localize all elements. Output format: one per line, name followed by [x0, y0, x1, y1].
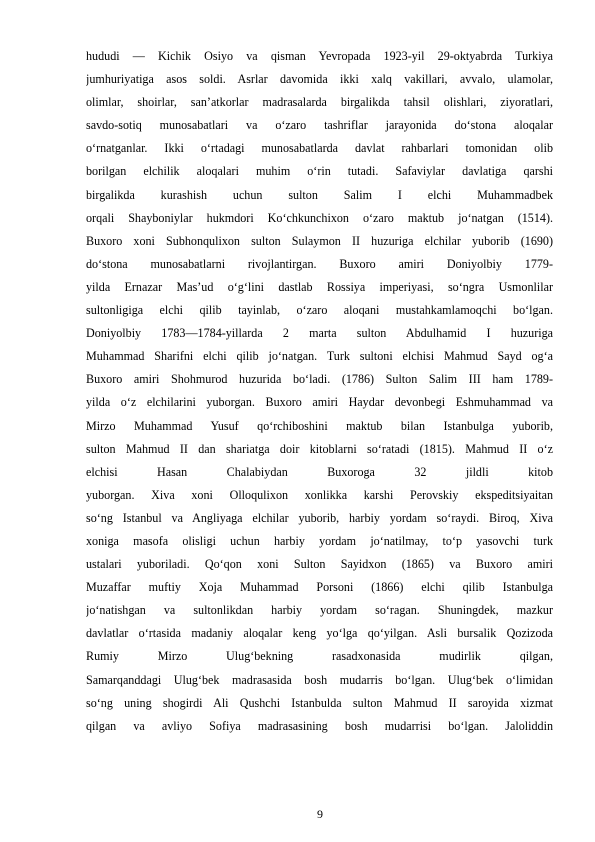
text-line: ustalari yuboriladi. Qo‘qon xoni Sulton Sayidxon (1865) va Buxoro amiri [86, 557, 553, 572]
page-number: 9 [317, 807, 323, 821]
text-line: so‘ng uning shogirdi Ali Qushchi Istanbulda sulton Mahmud II saroyida xizmat [86, 695, 553, 710]
text-line: olimlar, shoirlar, san’atkorlar madrasalarda birgalikda tahsil olishlari, ziyoratlari, [86, 95, 553, 110]
text-line: Muhammad Sharifni elchi qilib jo‘natgan. Turk sultoni elchisi Mahmud Sayd og‘a [86, 349, 553, 364]
text-line: elchisi Hasan Chalabiydan Buxoroga 32 jildli kitob [86, 464, 553, 479]
text-line: yilda Ernazar Mas’ud o‘g‘lini dastlab Rossiya imperiyasi, so‘ngra Usmonlilar [86, 279, 553, 294]
text-line: Buxoro amiri Shohmurod huzurida bo‘ladi. (1786) Sulton Salim III ham 1789- [86, 372, 553, 387]
text-line: yilda o‘z elchilarini yuborgan. Buxoro amiri Haydar devonbegi Eshmuhammad va [86, 395, 553, 410]
text-line: xoniga masofa olisligi uchun harbiy yordam jo‘natilmay, to‘p yasovchi turk [86, 533, 553, 548]
text-line: borilgan elchilik aloqalari muhim o‘rin tutadi. Safaviylar davlatiga qarshi [86, 164, 553, 179]
text-line: Rumiy Mirzo Ulug‘bekning rasadxonasida mudirlik qilgan, [86, 649, 553, 664]
text-line: sultonligiga elchi qilib tayinlab, o‘zaro aloqani mustahkamlamoqchi bo‘lgan. [86, 303, 553, 318]
text-line: savdo-sotiq munosabatlari va o‘zaro tashriflar jarayonida do‘stona aloqalar [86, 118, 553, 133]
text-line: Mirzo Muhammad Yusuf qo‘rchiboshini maktub bilan Istanbulga yuborib, [86, 418, 553, 433]
text-line: Doniyolbiy 1783—1784-yillarda 2 marta sulton Abdulhamid I huzuriga [86, 326, 553, 341]
text-line: hududi — Kichik Osiyo va qisman Yevropada 1923-yil 29-oktyabrda Turkiya [86, 49, 553, 63]
text-line: Muzaffar muftiy Xoja Muhammad Porsoni (1866) elchi qilib Istanbulga [86, 580, 553, 595]
text-line: qilgan va avliyo Sofiya madrasasining bosh mudarrisi bo‘lgan. Jaloliddin [86, 718, 553, 733]
text-line: do‘stona munosabatlarni rivojlantirgan. Buxoro amiri Doniyolbiy 1779- [86, 256, 553, 271]
text-line: jumhuriyatiga asos soldi. Asrlar davomida ikki xalq vakillari, avvalo, ulamolar, [86, 72, 553, 87]
body-text [86, 45, 553, 738]
text-line: jo‘natishgan va sultonlikdan harbiy yordam so‘ragan. Shuningdek, mazkur [86, 603, 553, 618]
text-line: birgalikda kurashish uchun sulton Salim I elchi Muhammadbek [86, 187, 553, 202]
text-line: davlatlar o‘rtasida madaniy aloqalar keng yo‘lga qo‘yilgan. Asli bursalik Qozizoda [86, 626, 553, 641]
text-line: sulton Mahmud II dan shariatga doir kitoblarni so‘ratadi (1815). Mahmud II o‘z [86, 441, 553, 456]
text-line: orqali Shayboniylar hukmdori Ko‘chkunchixon o‘zaro maktub jo‘natgan (1514). [86, 210, 553, 225]
text-line: so‘ng Istanbul va Angliyaga elchilar yuborib, harbiy yordam so‘raydi. Biroq, Xiva [86, 510, 553, 525]
text-line: Samarqanddagi Ulug‘bek madrasasida bosh mudarris bo‘lgan. Ulug‘bek o‘limidan [86, 672, 553, 687]
text-line: o‘rnatganlar. Ikki o‘rtadagi munosabatlarda davlat rahbarlari tomonidan olib [86, 141, 553, 156]
text-line: yuborgan. Xiva xoni Olloqulixon xonlikka karshi Perovskiy ekspeditsiyaitan [86, 487, 553, 502]
text-line: Buxoro xoni Subhonqulixon sulton Sulaymon II huzuriga elchilar yuborib (1690) [86, 233, 553, 248]
